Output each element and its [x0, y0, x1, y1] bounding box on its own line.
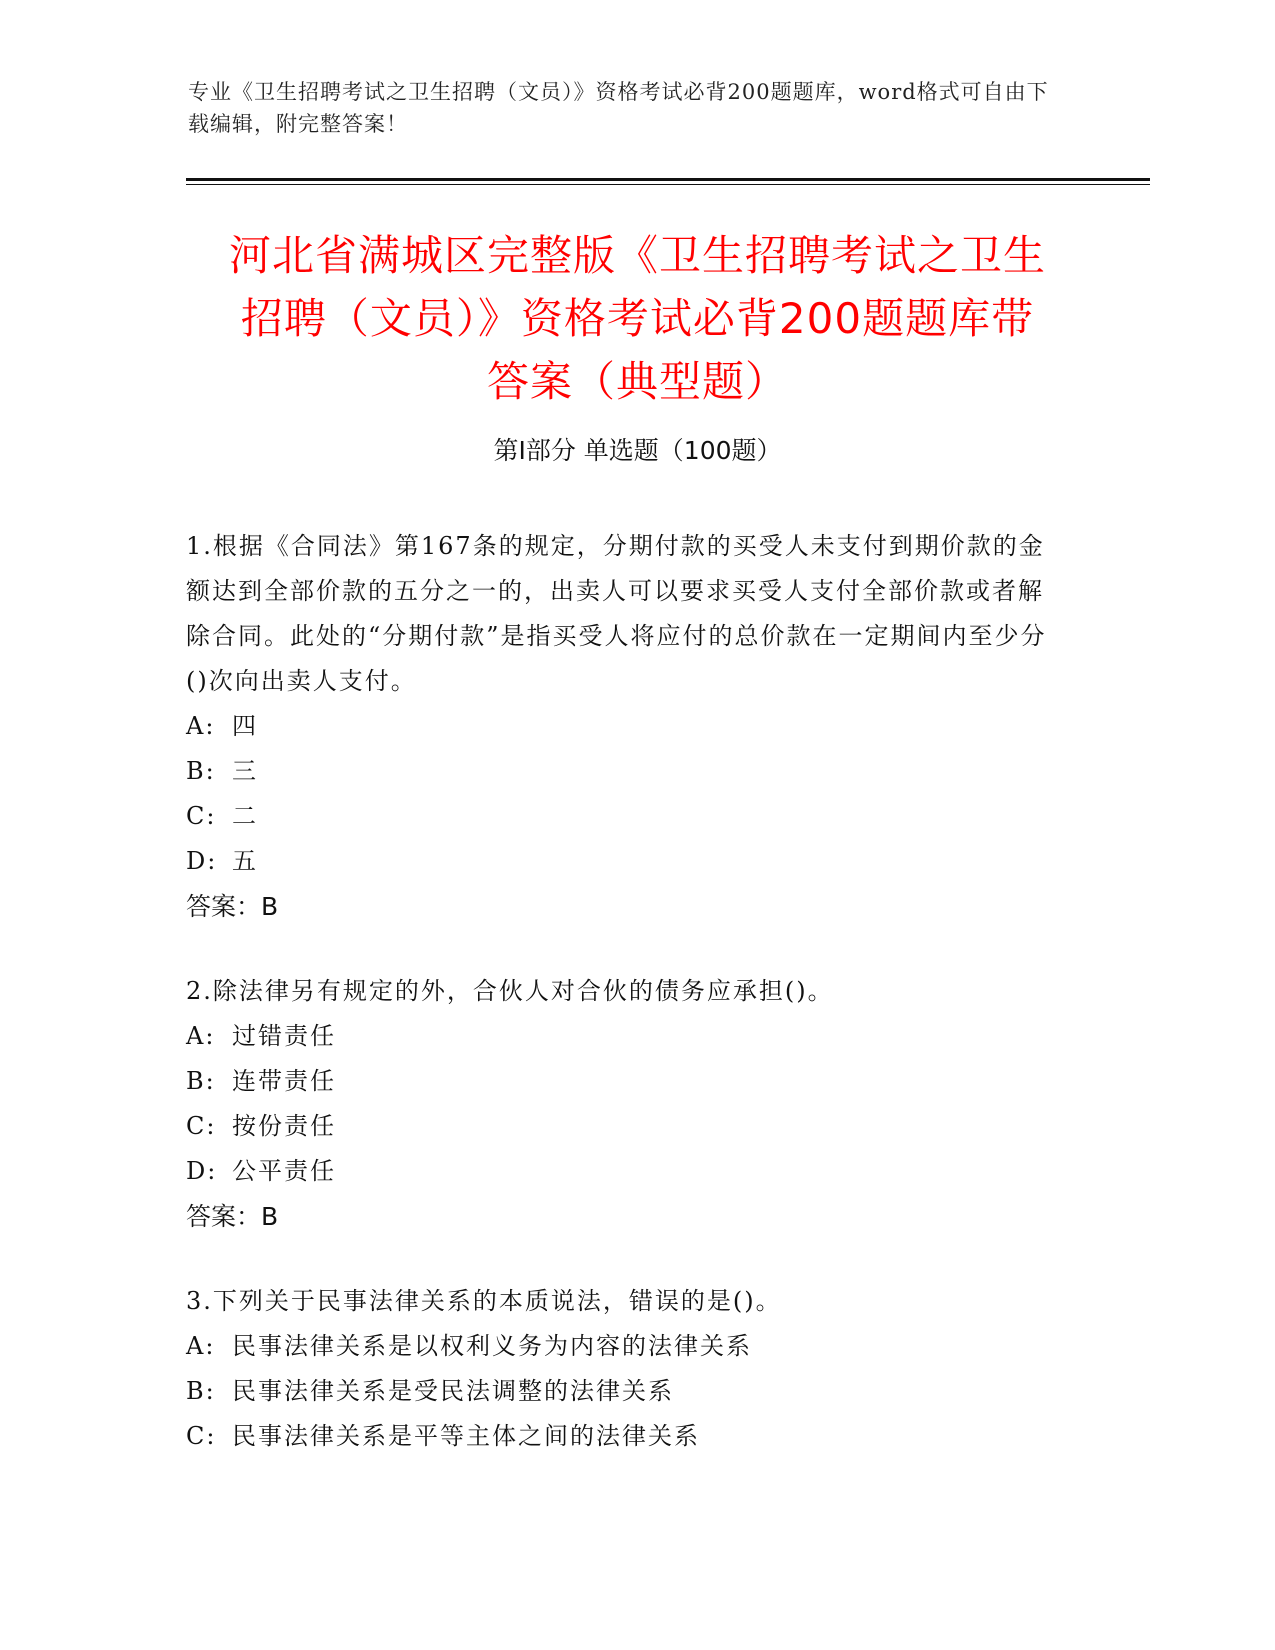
question-stem: 3.下列关于民事法律关系的本质说法，错误的是()。: [186, 1287, 782, 1315]
option-text: 五: [232, 847, 258, 875]
option-letter: B:: [186, 1377, 216, 1405]
header-rule-thick: [186, 178, 1150, 181]
option-text: 按份责任: [232, 1112, 336, 1140]
question-item: [186, 969, 1066, 1239]
option-b: [186, 1059, 1066, 1104]
option-text: 公平责任: [232, 1157, 336, 1185]
option-letter: B:: [186, 1067, 216, 1095]
option-c: [186, 794, 1066, 839]
option-letter: D:: [186, 847, 218, 875]
option-letter: A:: [186, 712, 216, 740]
option-text: 过错责任: [232, 1022, 336, 1050]
option-letter: C:: [186, 1422, 217, 1450]
question-item: [186, 1279, 1066, 1459]
option-c: [186, 1414, 1066, 1459]
document-title: [180, 224, 1095, 413]
option-letter: D:: [186, 1157, 218, 1185]
option-a: [186, 704, 1066, 749]
title-line: 河北省满城区完整版《卫生招聘考试之卫生: [228, 231, 1046, 280]
option-b: [186, 749, 1066, 794]
option-d: [186, 1149, 1066, 1194]
question-stem: 2.除法律另有规定的外，合伙人对合伙的债务应承担()。: [186, 977, 834, 1005]
option-b: [186, 1369, 1066, 1414]
option-letter: B:: [186, 757, 216, 785]
option-letter: A:: [186, 1332, 216, 1360]
answer-line: 答案：B: [186, 892, 279, 921]
option-text: 三: [232, 757, 258, 785]
section-heading: 第I部分 单选题（100题）: [493, 436, 782, 465]
option-text: 四: [232, 712, 258, 740]
title-line: 招聘（文员）》资格考试必背200题题库带: [240, 294, 1035, 343]
header-note: 专业《卫生招聘考试之卫生招聘（文员）》资格考试必背200题题库，word格式可自由下载编辑，附完整答案！: [188, 80, 1049, 136]
title-line: 答案（典型题）: [486, 357, 788, 406]
option-letter: C:: [186, 1112, 217, 1140]
header-rule-thin: [186, 184, 1150, 185]
option-text: 民事法律关系是以权利义务为内容的法律关系: [232, 1332, 752, 1360]
question-stem: 1.根据《合同法》第167条的规定，分期付款的买受人未支付到期价款的金额达到全部价款的五分之一的，出卖人可以要求买受人支付全部价款或者解除合同。此处的“分期付款”是指买受人将应付的总价款在一定期间内至少分()次向出卖人支付。: [186, 532, 1047, 695]
question-item: [186, 524, 1066, 929]
option-text: 连带责任: [232, 1067, 336, 1095]
option-letter: A:: [186, 1022, 216, 1050]
option-a: [186, 1324, 1066, 1369]
option-d: [186, 839, 1066, 884]
option-c: [186, 1104, 1066, 1149]
option-text: 民事法律关系是平等主体之间的法律关系: [232, 1422, 700, 1450]
question-list: [186, 524, 1066, 1459]
option-text: 二: [232, 802, 258, 830]
option-a: [186, 1014, 1066, 1059]
option-letter: C:: [186, 802, 217, 830]
option-text: 民事法律关系是受民法调整的法律关系: [232, 1377, 674, 1405]
answer-line: 答案：B: [186, 1202, 279, 1231]
